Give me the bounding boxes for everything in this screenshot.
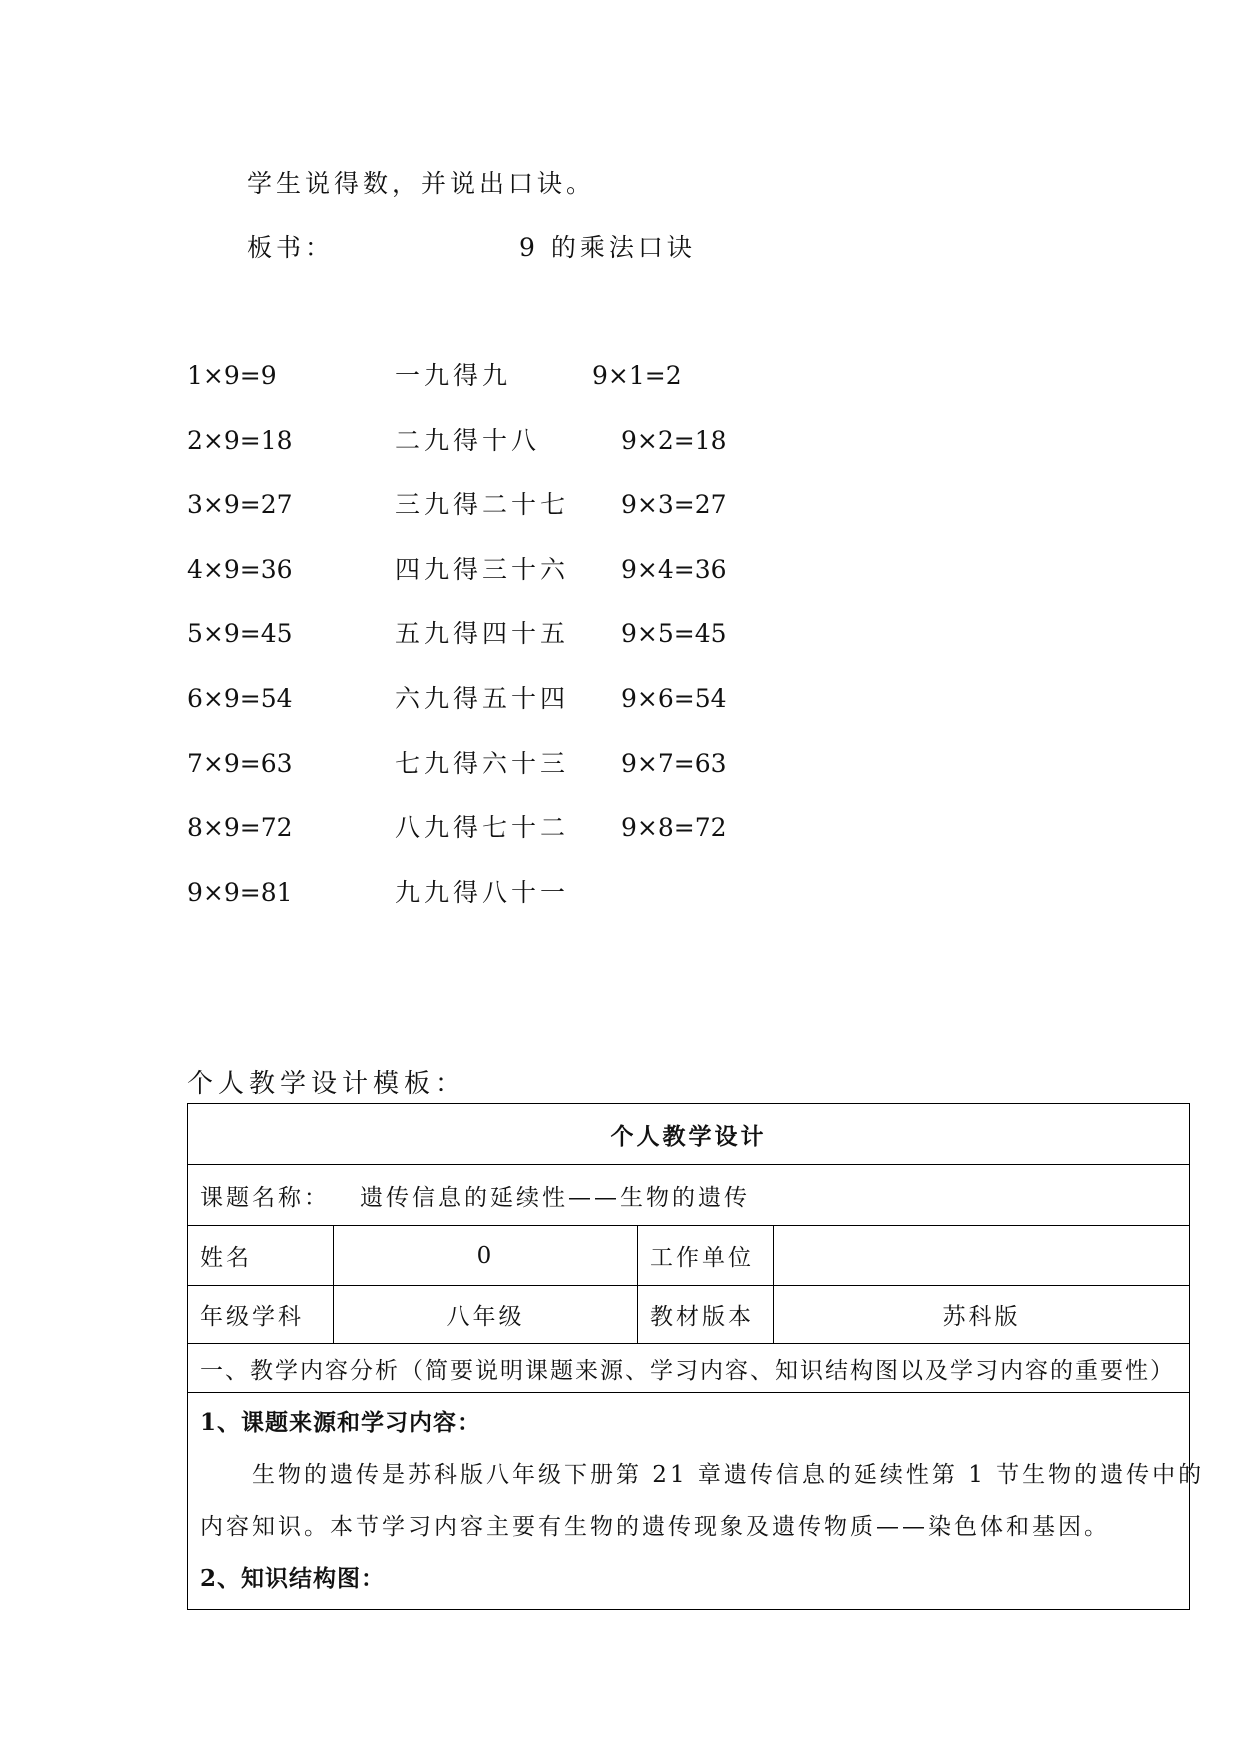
reverse-equation: 9×3=27 [621,490,727,520]
grade-label: 年级学科 [188,1286,334,1344]
verse: 五九得四十五 [395,619,570,649]
reverse-equation: 9×4=36 [621,554,727,584]
multiplication-row [0,621,1241,651]
sub2-heading: 2、知识结构图： [200,1565,386,1592]
intro-text: 学生说得数，并说出口诀。 [247,169,596,198]
topic-row [188,1165,1190,1226]
board-label: 板书： [247,233,335,262]
multiplication-row [0,425,1241,458]
verse: 一九得九 [395,361,512,390]
equation: 6×9=54 [187,684,293,713]
equation: 5×9=45 [187,619,293,649]
edition-value: 苏科版 [774,1286,1190,1344]
verse: 八九得七十二 [395,813,570,843]
equation: 7×9=63 [187,748,293,778]
unit-value [774,1226,1190,1286]
reverse-equation: 9×6=54 [621,684,727,713]
multiplication-row [0,363,1241,393]
grade-row [188,1286,1190,1344]
verse: 七九得六十三 [395,748,570,778]
template-heading: 个人教学设计模板： [187,1069,467,1099]
name-row [188,1226,1190,1286]
multiplication-row [0,686,1241,716]
sub1-line2: 内容知识。本节学习内容主要有生物的遗传现象及遗传物质——染色体和基因。 [200,1514,1110,1540]
title-row [188,1104,1190,1165]
teaching-design-table [187,1103,1205,1610]
name-value: 0 [334,1226,638,1286]
equation: 1×9=9 [187,361,277,390]
reverse-equation: 9×7=63 [621,748,727,778]
multiplication-row [0,748,1241,781]
equation: 9×9=81 [187,877,293,907]
equation: 8×9=72 [187,813,293,843]
verse: 三九得二十七 [395,490,570,520]
reverse-equation: 9×1=2 [592,361,682,390]
grade-value: 八年级 [334,1286,638,1344]
topic-cell [188,1165,1190,1226]
multiplication-row [0,877,1241,910]
reverse-equation: 9×5=45 [621,619,727,649]
verse: 二九得十八 [395,425,541,455]
equation: 3×9=27 [187,490,293,520]
sub1-line1: 生物的遗传是苏科版八年级下册第 21 章遗传信息的延续性第 1 节生物的遗传中的 [252,1462,1205,1488]
reverse-equation: 9×8=72 [621,813,727,843]
verse: 六九得五十四 [395,684,570,713]
content-cell [188,1393,1205,1610]
section1-row [188,1344,1190,1393]
multiplication-row [0,492,1241,522]
reverse-equation: 9×2=18 [621,425,727,455]
sub1-heading: 1、课题来源和学习内容： [200,1409,482,1436]
equation: 4×9=36 [187,554,293,584]
verse: 四九得三十六 [395,554,570,584]
multiplication-row [0,554,1241,587]
equation: 2×9=18 [187,425,293,455]
table-title: 个人教学设计 [188,1104,1190,1165]
name-label: 姓名 [188,1226,334,1286]
multiplication-row [0,815,1241,845]
verse: 九九得八十一 [395,877,570,907]
topic-value: 遗传信息的延续性——生物的遗传 [360,1184,750,1211]
section1-heading: 一、教学内容分析（简要说明课题来源、学习内容、知识结构图以及学习内容的重要性） [188,1344,1190,1393]
board-title: 9 的乘法口诀 [519,233,696,262]
topic-label: 课题名称： [200,1184,330,1211]
unit-label: 工作单位 [638,1226,774,1286]
content-row [188,1393,1190,1610]
edition-label: 教材版本 [638,1286,774,1344]
